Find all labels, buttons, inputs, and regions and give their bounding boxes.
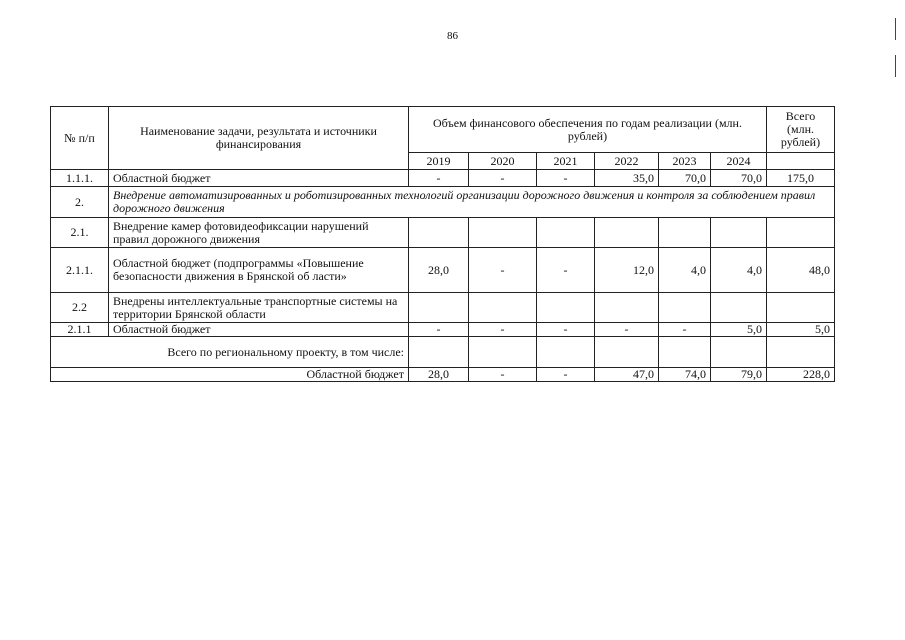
empty-cell [659, 337, 711, 368]
empty-cell [595, 218, 659, 248]
table-row [51, 293, 835, 323]
empty-cell [409, 218, 469, 248]
cell-2021: - [537, 323, 595, 337]
row-num: 2.1.1 [51, 323, 109, 337]
empty-cell [469, 218, 537, 248]
row-name: Внедрение камер фотовидеофиксации нарушений правил дорожного движения [109, 218, 409, 248]
year-2021: 2021 [537, 153, 595, 170]
cell-2021: - [537, 170, 595, 187]
cell-2022: 35,0 [595, 170, 659, 187]
empty-cell [767, 293, 835, 323]
empty-cell [409, 337, 469, 368]
table-row [51, 218, 835, 248]
empty-cell [469, 337, 537, 368]
cell-2019: - [409, 170, 469, 187]
year-2023: 2023 [659, 153, 711, 170]
year-2020: 2020 [469, 153, 537, 170]
empty-cell [767, 337, 835, 368]
row-name: Внедрены интеллектуальные транспортные системы на территории Брянской области [109, 293, 409, 323]
table-row [51, 323, 835, 337]
cell-2023: 4,0 [659, 248, 711, 293]
row-num: 2. [51, 187, 109, 218]
empty-cell [595, 337, 659, 368]
header-volume: Объем финансового обеспечения по годам реализации (млн. рублей) [409, 107, 767, 153]
cell-2024: 5,0 [711, 323, 767, 337]
financing-table [50, 106, 835, 382]
page-number: 86 [447, 30, 458, 42]
cell-2022: - [595, 323, 659, 337]
total-caption: Всего по региональному проекту, в том числе: [51, 337, 409, 368]
row-num: 1.1.1. [51, 170, 109, 187]
year-2022: 2022 [595, 153, 659, 170]
cell-2024: 79,0 [711, 368, 767, 382]
cell-2023: 74,0 [659, 368, 711, 382]
year-2024: 2024 [711, 153, 767, 170]
empty-cell [537, 337, 595, 368]
empty-cell [469, 293, 537, 323]
cell-2020: - [469, 323, 537, 337]
empty-cell [767, 218, 835, 248]
edge-mark [895, 55, 896, 77]
row-name: Областной бюджет [109, 170, 409, 187]
cell-2020: - [469, 368, 537, 382]
cell-2020: - [469, 170, 537, 187]
empty-cell [659, 218, 711, 248]
cell-2024: 4,0 [711, 248, 767, 293]
empty-cell [537, 218, 595, 248]
cell-2019: 28,0 [409, 248, 469, 293]
header-name: Наименование задачи, результата и источники финансирования [109, 107, 409, 170]
empty-cell [711, 337, 767, 368]
empty-cell [409, 293, 469, 323]
row-num: 2.2 [51, 293, 109, 323]
table-row [51, 368, 835, 382]
table-row [51, 248, 835, 293]
year-2019: 2019 [409, 153, 469, 170]
empty-cell [767, 153, 835, 170]
empty-cell [659, 293, 711, 323]
header-num: № п/п [51, 107, 109, 170]
cell-total: 228,0 [767, 368, 835, 382]
row-name: Областной бюджет (подпрограммы «Повышение безопасности движения в Брянской об ласти» [109, 248, 409, 293]
row-name: Областной бюджет [51, 368, 409, 382]
empty-cell [595, 293, 659, 323]
cell-total: 5,0 [767, 323, 835, 337]
empty-cell [537, 293, 595, 323]
cell-2019: 28,0 [409, 368, 469, 382]
cell-2019: - [409, 323, 469, 337]
empty-cell [711, 293, 767, 323]
task-title: Внедрение автоматизированных и роботизированных технологий организации дорожного движения и контроля за соблюдением правил дорожного движения [109, 187, 835, 218]
cell-2021: - [537, 248, 595, 293]
row-num: 2.1.1. [51, 248, 109, 293]
cell-total: 175,0 [767, 170, 835, 187]
table-row [51, 170, 835, 187]
row-num: 2.1. [51, 218, 109, 248]
header-total: Всего (млн. рублей) [767, 107, 835, 153]
edge-mark [895, 18, 896, 40]
cell-2020: - [469, 248, 537, 293]
cell-2023: - [659, 323, 711, 337]
cell-2022: 12,0 [595, 248, 659, 293]
cell-2024: 70,0 [711, 170, 767, 187]
cell-2021: - [537, 368, 595, 382]
cell-total: 48,0 [767, 248, 835, 293]
header-row [51, 107, 835, 153]
cell-2022: 47,0 [595, 368, 659, 382]
table-row [51, 187, 835, 218]
row-name: Областной бюджет [109, 323, 409, 337]
cell-2023: 70,0 [659, 170, 711, 187]
table-row [51, 337, 835, 368]
empty-cell [711, 218, 767, 248]
